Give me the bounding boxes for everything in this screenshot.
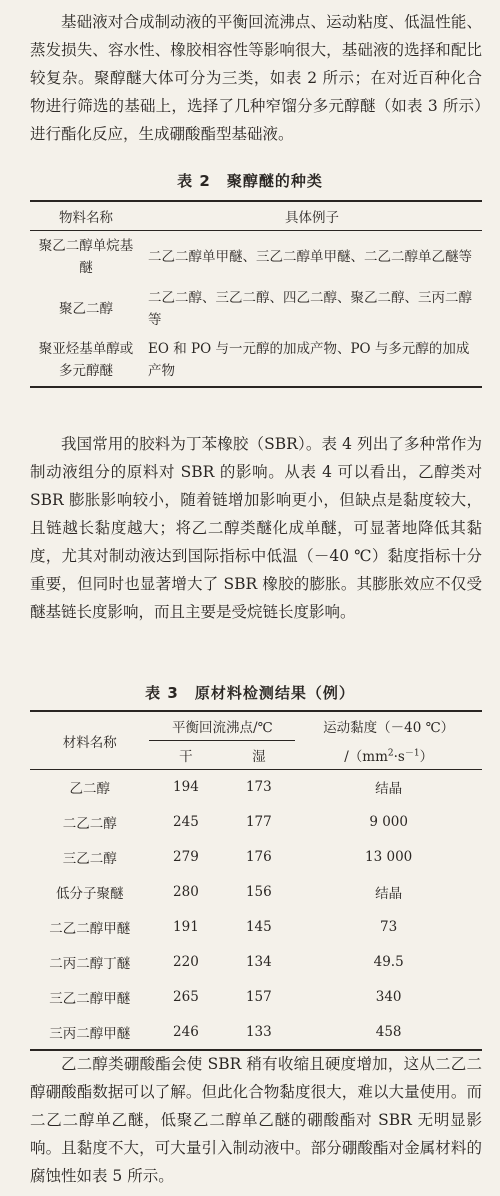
table3-cell-wet: 156 [245, 884, 272, 900]
table-row [30, 945, 482, 980]
table3-cell-dry: 279 [173, 849, 199, 865]
table3-cell-name: 三丙二醇甲醚 [49, 1025, 131, 1042]
table3-caption: 表 3 原材料检测结果（例） [145, 684, 355, 702]
table2-header-examples: 具体例子 [285, 210, 339, 226]
table3-cell-name: 二乙二醇 [62, 816, 117, 832]
table2-cell-name: 聚亚烃基单醇或多元醇醚 [38, 341, 134, 379]
table3-cell-wet: 176 [245, 849, 272, 865]
table-row [30, 335, 482, 387]
table2-cell-example: 二乙二醇、三乙二醇、四乙二醇、聚乙二醇、三丙二醇等 [148, 289, 472, 328]
table3-cell-visc: 9 000 [369, 814, 408, 830]
table3-cell-dry: 246 [173, 1023, 199, 1040]
table2-caption: 表 2 聚醇醚的种类 [177, 172, 323, 190]
paragraph-base-fluid: 基础液对合成制动液的平衡回流沸点、运动粘度、低温性能、蒸发损失、容水性、橡胶相容性等影响很大，基础液的选择和配比较复杂。聚醇醚大体可分为三类，如表 2 所示；在对近百种化合物进行筛选的基础上，选择了几种窄馏分多元醇醚（如表 3 所示）进行酯化反应，生成硼酸酯型基础液。 [30, 13, 482, 143]
table2-cell-name: 聚乙二醇单烷基醚 [38, 237, 134, 276]
unit-sup: 2 [387, 748, 394, 759]
table3-header-wet: 湿 [222, 741, 295, 770]
table3-cell-visc: 73 [380, 919, 398, 935]
table3-cell-dry: 194 [173, 779, 199, 796]
table3-cell-name: 二乙二醇甲醚 [49, 921, 131, 937]
table3-header-viscosity-unit [295, 741, 482, 770]
table3-cell-wet: 145 [245, 919, 272, 935]
table-row [30, 1015, 482, 1050]
table3-cell-visc: 340 [375, 989, 402, 1005]
table2-cell-name: 聚乙二醇 [59, 300, 113, 317]
table3-header-material: 材料名称 [62, 734, 117, 751]
table3-cell-name: 三乙二醇 [62, 851, 117, 867]
table2-cell-example: EO 和 PO 与一元醇的加成产物、PO 与多元醇的加成产物 [148, 341, 470, 379]
table3-cell-name: 二丙二醇丁醚 [49, 956, 131, 972]
table3-cell-dry: 280 [173, 884, 199, 900]
table3-cell-visc: 458 [375, 1023, 402, 1040]
table-row [30, 875, 482, 910]
table-row [30, 231, 482, 283]
unit-sup: －1 [404, 748, 420, 759]
table3-cell-dry: 191 [173, 919, 199, 935]
table3-cell-visc: 13 000 [365, 849, 413, 865]
table-row [30, 283, 482, 335]
paragraph-sbr-effects: 我国常用的胶料为丁苯橡胶（SBR）。表 4 列出了多种常作为制动液组分的原料对 SBR 的影响。从表 4 可以看出，乙醇类对 SBR 膨胀影响较小，随着链增加影响更小，但缺点是黏度较大，且链越长黏度越大；将乙二醇类醚化成单醚，可显著地降低其黏度，尤其对制动液达到国际指标中低温（－40 ℃）黏度指标十分重要，但同时也显著增大了 SBR 橡胶的膨胀。其膨胀效应不仅受醚基链长度影响，而且主要是受烷链长度影响。 [30, 435, 482, 621]
table3-cell-wet: 134 [245, 954, 272, 970]
table-row [30, 770, 482, 805]
table2-polyether-types [30, 200, 482, 388]
table3-header-boiling: 平衡回流沸点/℃ [172, 720, 273, 736]
table-row [30, 840, 482, 875]
table3-material-results [30, 710, 482, 1051]
table3-cell-name: 三乙二醇甲醚 [49, 991, 131, 1007]
table3-cell-dry: 245 [173, 814, 199, 830]
table3-cell-dry: 265 [173, 989, 199, 1005]
table3-cell-name: 低分子聚醚 [55, 886, 124, 902]
table2-header-row [30, 201, 482, 231]
table3-header-viscosity: 运动黏度（－40 ℃） [323, 720, 455, 737]
table2-cell-example: 二乙二醇单甲醚、三乙二醇单甲醚、二乙二醇单乙醚等 [148, 248, 472, 265]
table3-cell-wet: 177 [245, 814, 272, 830]
table3-cell-dry: 220 [173, 954, 199, 970]
table-row [30, 805, 482, 840]
table3-cell-visc: 结晶 [375, 781, 403, 798]
table-row [30, 980, 482, 1015]
table-row [30, 910, 482, 945]
table3-cell-name: 乙二醇 [69, 781, 110, 798]
unit-part: ） [419, 748, 434, 765]
table3-cell-visc: 49.5 [373, 954, 404, 970]
table3-header-row [30, 711, 482, 741]
table3-cell-wet: 133 [245, 1023, 272, 1040]
unit-part: /（mm [344, 748, 388, 765]
table3-header-dry: 干 [149, 741, 222, 770]
unit-part: ·s [393, 748, 405, 765]
table2-header-material: 物料名称 [59, 210, 113, 226]
table3-cell-visc: 结晶 [375, 886, 403, 902]
table3-cell-wet: 173 [245, 779, 272, 796]
table3-cell-wet: 157 [245, 989, 272, 1005]
paragraph-borate-esters: 乙二醇类硼酸酯会使 SBR 稍有收缩且硬度增加，这从二乙二醇硼酸酯数据可以了解。但此化合物黏度很大，难以大量使用。而二乙二醇单乙醚，低聚乙二醇单乙醚的硼酸酯对 SBR 无明显影响。且黏度不大，可大量引入制动液中。部分硼酸酯对金属材料的腐蚀性如表 5 所示。 [30, 1055, 482, 1185]
